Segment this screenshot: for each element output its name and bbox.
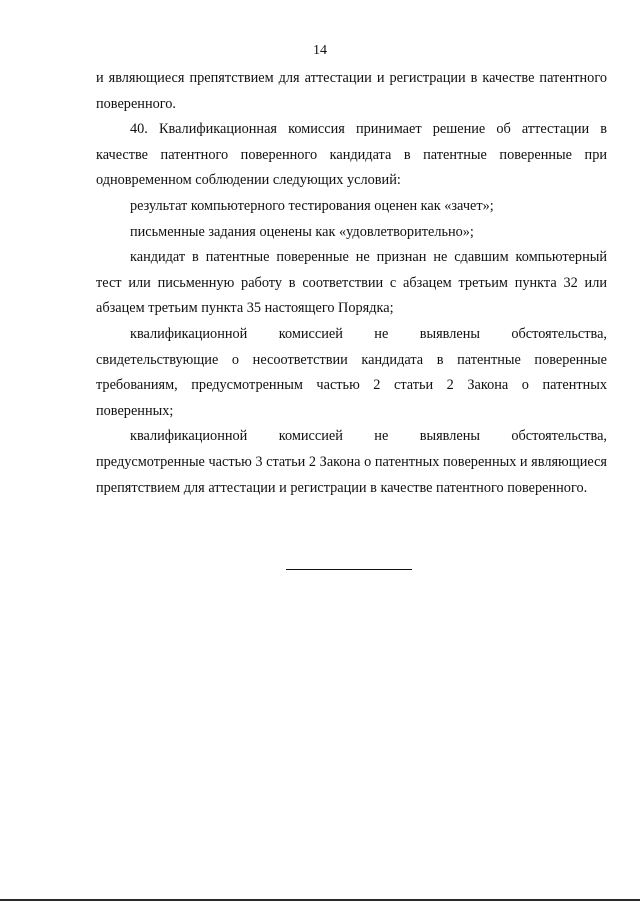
paragraph-condition-testing: результат компьютерного тестирования оценен как «зачет»; — [130, 197, 494, 214]
paragraph-item-40: 40. Квалификационная комиссия принимает решение об аттестации в качестве патентного поверенного кандидата в патентные поверенные при одновременном соблюдении следующих условий: — [96, 121, 607, 189]
paragraph-condition-written-tasks: письменные задания оценены как «удовлетворительно»; — [130, 223, 474, 240]
paragraph-continuation: и являющиеся препятствием для аттестации и регистрации в качестве патентного поверенного. — [96, 70, 607, 112]
paragraph-condition-no-obstacles: квалификационной комиссией не выявлены обстоятельства, предусмотренные частью 3 статьи 2 Закона о патентных поверенных и являющиеся препятствием для аттестации и регистрации в качестве патентного поверенного. — [96, 428, 607, 496]
page-number: 14 — [313, 43, 327, 58]
end-separator-line — [286, 569, 412, 570]
document-body — [96, 66, 607, 501]
paragraph-condition-not-failed: кандидат в патентные поверенные не признан не сдавшим компьютерный тест или письменную работу в соответствии с абзацем третьим пункта 32 или абзацем третьим пункта 35 настоящего Порядка; — [96, 249, 607, 317]
paragraph-condition-no-mismatch: квалификационной комиссией не выявлены обстоятельства, свидетельствующие о несоответствии кандидата в патентные поверенные требованиям, предусмотренным частью 2 статьи 2 Закона о патентных поверенных; — [96, 325, 607, 419]
